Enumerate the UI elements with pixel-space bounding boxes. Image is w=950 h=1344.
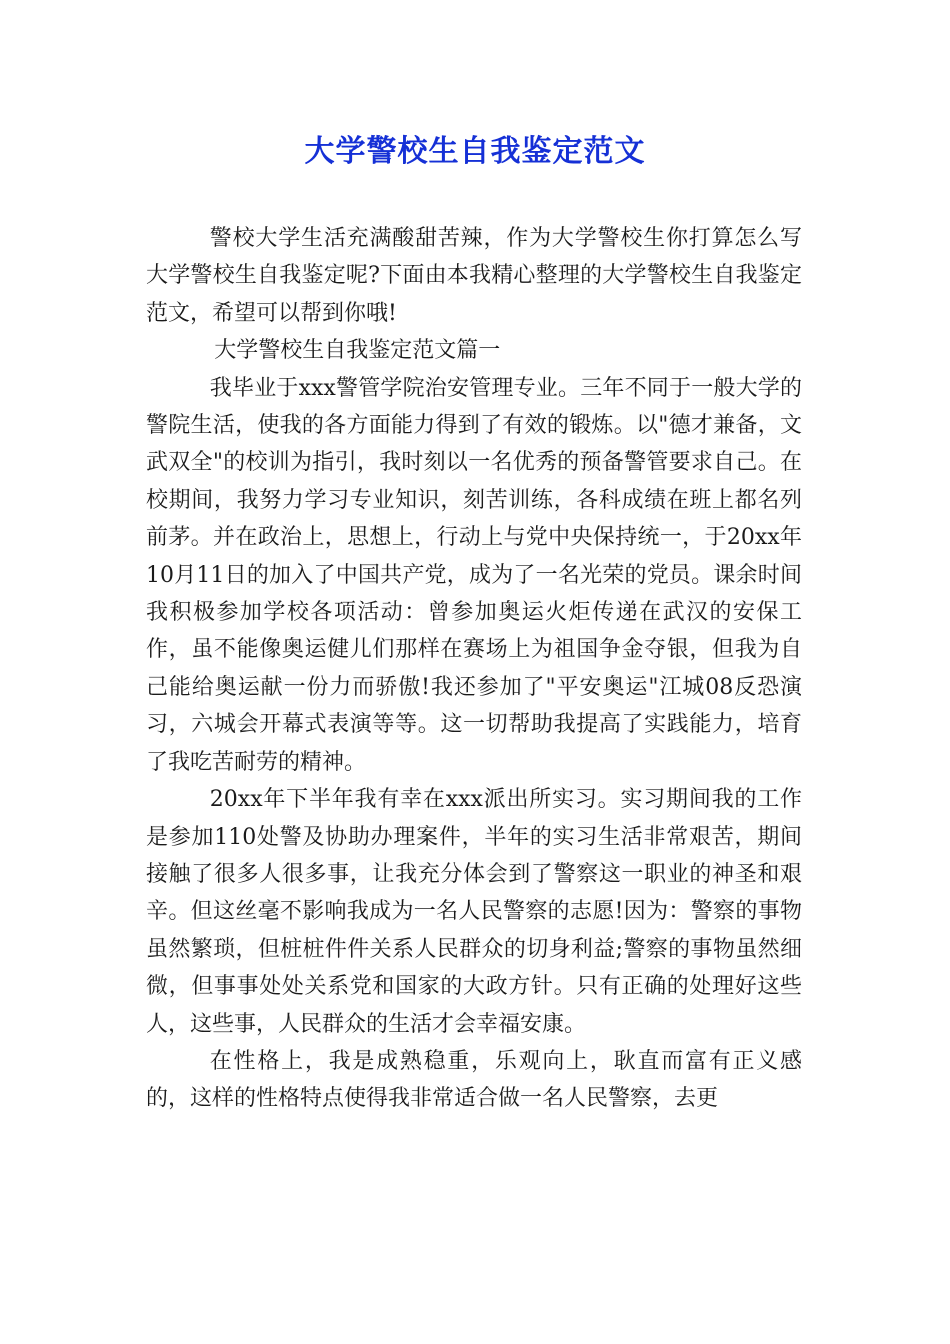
body-paragraph: 20xx年下半年我有幸在xxx派出所实习。实习期间我的工作是参加110处警及协助办理案件，半年的实习生活非常艰苦，期间接触了很多人很多事，让我充分体会到了警察这一职业的神圣和艰辛。但这丝毫不影响我成为一名人民警察的志愿!因为：警察的事物虽然繁琐，但桩桩件件关系人民群众的切身利益;警察的事物虽然细微，但事事处处关系党和国家的大政方针。只有正确的处理好这些人，这些事，人民群众的生活才会幸福安康。 (146, 787, 802, 1037)
section-heading: 大学警校生自我鉴定范文篇一 (214, 338, 501, 364)
document-title: 大学警校生自我鉴定范文 (304, 134, 646, 169)
body-paragraph: 在性格上，我是成熟稳重，乐观向上，耿直而富有正义感的，这样的性格特点使得我非常适合做一名人民警察，去更 (146, 1048, 802, 1112)
intro-paragraph: 警校大学生活充满酸甜苦辣，作为大学警校生你打算怎么写大学警校生自我鉴定呢?下面由本我精心整理的大学警校生自我鉴定范文，希望可以帮到你哦! (146, 226, 802, 326)
document-body (146, 220, 802, 1118)
body-paragraph: 我毕业于xxx警管学院治安管理专业。三年不同于一般大学的警院生活，使我的各方面能力得到了有效的锻炼。以"德才兼备，文武双全"的校训为指引，我时刻以一名优秀的预备警管要求自己。在校期间，我努力学习专业知识，刻苦训练，各科成绩在班上都名列前茅。并在政治上，思想上，行动上与党中央保持统一，于20xx年10月11日的加入了中国共产党，成为了一名光荣的党员。课余时间我积极参加学校各项活动：曾参加奥运火炬传递在武汉的安保工作，虽不能像奥运健儿们那样在赛场上为祖国争金夺银，但我为自己能给奥运献一份力而骄傲!我还参加了"平安奥运"江城08反恐演习，六城会开幕式表演等等。这一切帮助我提高了实践能力，培育了我吃苦耐劳的精神。 (146, 375, 802, 775)
